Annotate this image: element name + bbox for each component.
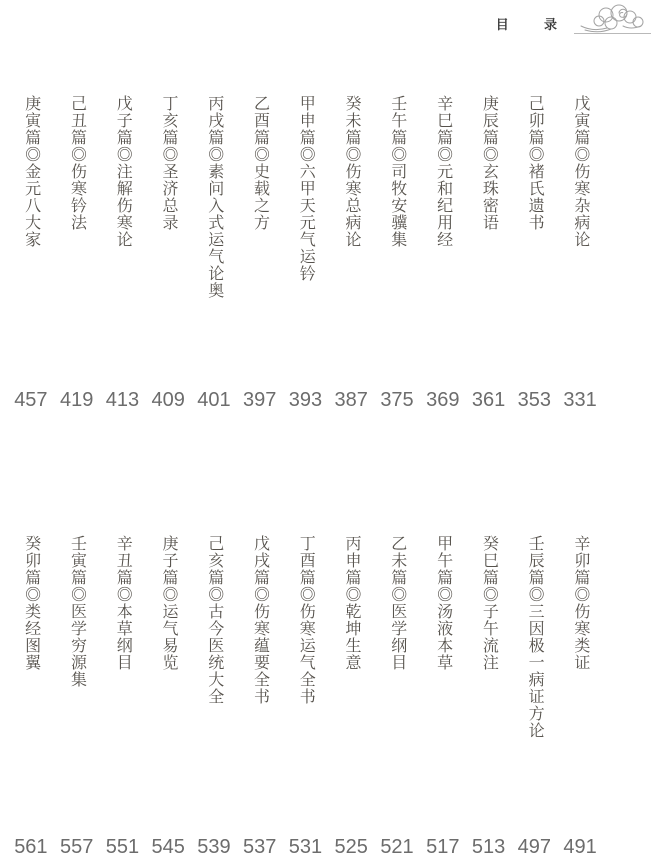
entry-title: 庚寅篇◎金元八大家 [22, 95, 40, 248]
page-title: 目 录 [495, 16, 573, 32]
toc-entry [100, 535, 146, 857]
entry-title: 庚辰篇◎玄珠密语 [480, 95, 498, 231]
toc-entry [54, 535, 100, 857]
entry-title: 丙戌篇◎素问入式运气论奥 [205, 95, 223, 299]
entry-title: 己丑篇◎伤寒钤法 [68, 95, 86, 231]
entry-title: 戊戌篇◎伤寒蕴要全书 [251, 535, 269, 705]
entry-page: 387 [334, 389, 368, 411]
entry-page: 537 [243, 836, 277, 858]
entry-page: 361 [471, 389, 506, 411]
toc-section-2 [8, 535, 603, 857]
toc-entry [145, 535, 191, 857]
entry-page: 545 [151, 836, 185, 858]
toc-entry [328, 535, 374, 857]
toc-entry [466, 95, 512, 410]
entry-title: 丁亥篇◎圣济总录 [159, 95, 177, 231]
toc-entry [420, 95, 466, 410]
entry-page: 457 [14, 389, 48, 411]
entry-title: 壬辰篇◎三因极一病证方论 [526, 535, 544, 739]
entry-title: 癸未篇◎伤寒总病论 [343, 95, 361, 248]
entry-page: 525 [334, 836, 368, 858]
entry-page: 521 [380, 836, 414, 858]
toc-entry [328, 95, 374, 410]
entry-page: 561 [14, 836, 48, 858]
toc-entry [511, 535, 557, 857]
toc-entry [191, 95, 237, 410]
entry-title: 辛丑篇◎本草纲目 [114, 535, 132, 671]
entry-title: 戊寅篇◎伤寒杂病论 [571, 95, 589, 248]
toc-entry [557, 95, 603, 410]
entry-page: 397 [243, 389, 277, 411]
entry-page: 375 [380, 389, 414, 411]
entry-page: 393 [288, 389, 323, 411]
entry-page: 419 [59, 389, 94, 411]
entry-page: 491 [563, 836, 597, 858]
toc-entry [100, 95, 146, 410]
page-header [496, 4, 651, 36]
entry-page: 409 [151, 389, 185, 411]
header-rule [574, 33, 651, 34]
entry-page: 401 [197, 389, 231, 411]
entry-title: 癸巳篇◎子午流注 [480, 535, 498, 671]
toc-entry [8, 95, 54, 410]
entry-title: 庚子篇◎运气易览 [159, 535, 177, 671]
toc-entry [466, 535, 512, 857]
toc-section-1 [8, 95, 603, 410]
entry-page: 353 [517, 389, 551, 411]
entry-title: 乙未篇◎医学纲目 [388, 535, 406, 671]
entry-title: 丙申篇◎乾坤生意 [343, 535, 361, 671]
toc-entry [237, 95, 283, 410]
entry-title: 甲午篇◎汤液本草 [434, 535, 452, 671]
entry-title: 己卯篇◎褚氏遗书 [526, 95, 544, 231]
toc-entry [283, 95, 329, 410]
entry-page: 413 [105, 389, 140, 411]
toc-entry [557, 535, 603, 857]
entry-title: 壬午篇◎司牧安骥集 [388, 95, 406, 248]
entry-page: 497 [517, 836, 551, 858]
toc-entry [8, 535, 54, 857]
entry-title: 丁酉篇◎伤寒运气全书 [297, 535, 315, 705]
entry-page: 513 [471, 836, 506, 858]
toc-entry [191, 535, 237, 857]
toc-entry [283, 535, 329, 857]
entry-page: 517 [426, 836, 460, 858]
toc-entry [54, 95, 100, 410]
entry-page: 557 [59, 836, 94, 858]
toc-entry [511, 95, 557, 410]
entry-title: 壬寅篇◎医学穷源集 [68, 535, 86, 688]
entry-page: 531 [288, 836, 323, 858]
entry-title: 癸卯篇◎类经图翼 [22, 535, 40, 671]
entry-title: 戊子篇◎注解伤寒论 [114, 95, 132, 248]
entry-title: 乙酉篇◎史载之方 [251, 95, 269, 231]
toc-entry [374, 95, 420, 410]
toc-entry [145, 95, 191, 410]
toc-entry [420, 535, 466, 857]
entry-title: 己亥篇◎古今医统大全 [205, 535, 223, 705]
entry-page: 331 [563, 389, 597, 411]
entry-title: 甲申篇◎六甲天元气运钤 [297, 95, 315, 282]
entry-page: 551 [105, 836, 140, 858]
entry-page: 539 [197, 836, 231, 858]
toc-entry [374, 535, 420, 857]
cloud-ornament-icon [575, 4, 651, 36]
entry-title: 辛卯篇◎伤寒类证 [571, 535, 589, 671]
entry-title: 辛巳篇◎元和纪用经 [434, 95, 452, 248]
toc-entry [237, 535, 283, 857]
entry-page: 369 [426, 389, 460, 411]
